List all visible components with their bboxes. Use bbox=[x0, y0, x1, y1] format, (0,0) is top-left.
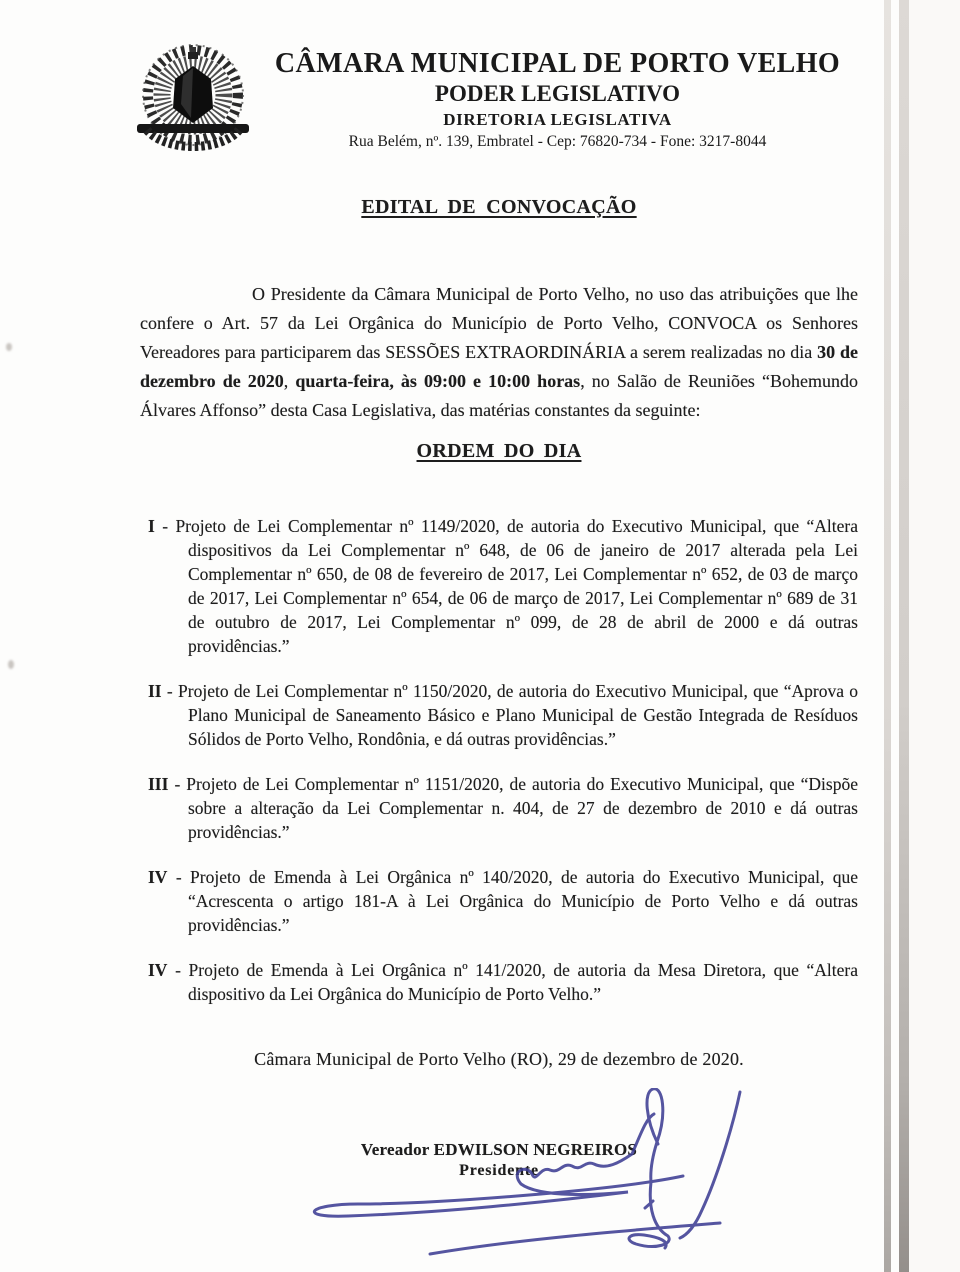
item-text: Projeto de Emenda à Lei Orgânica nº 140/2020, de autoria do Executivo Municipal, que “Acrescenta o artigo 181-A à Lei Orgânica do Município de Porto Velho e dá outras providências.” bbox=[188, 867, 858, 935]
intro-text: O Presidente da Câmara Municipal de Porto Velho, no uso das atribuições que lhe confere o Art. 57 da Lei Orgânica do Município de Porto Velho, CONVOCA os Senhores Vereadores para participarem das SESSÕES EXTRAORDINÁRIA a serem realizadas no dia bbox=[140, 284, 858, 362]
signature-block bbox=[140, 1140, 858, 1182]
agenda-item-1 bbox=[148, 514, 858, 658]
org-address: Rua Belém, nº. 139, Embratel - Cep: 76820-734 - Fone: 3217-8044 bbox=[348, 133, 767, 150]
scan-speck bbox=[6, 343, 12, 351]
agenda-item-5 bbox=[148, 958, 858, 1006]
agenda-item-2 bbox=[148, 679, 858, 751]
document-title: EDITAL DE CONVOCAÇÃO bbox=[361, 196, 637, 218]
agenda-item-3 bbox=[148, 772, 858, 844]
intro-text: , no Salão de Reuniões “Bohemundo Álvares Affonso” desta Casa Legislativa, das matérias constantes da seguinte: bbox=[140, 371, 858, 420]
item-numeral: II bbox=[148, 681, 162, 701]
scan-edge-margin bbox=[908, 0, 960, 1272]
intro-text: , bbox=[283, 371, 296, 391]
document-body bbox=[140, 196, 858, 1182]
item-text: Projeto de Lei Complementar nº 1150/2020, de autoria do Executivo Municipal, que “Aprova o Plano Municipal de Saneamento Básico e Plano Municipal de Gestão Integrada de Resíduos Sólidos de Porto Velho, Rondônia, e dá outras providências.” bbox=[178, 681, 859, 749]
scan-edge-line-left bbox=[884, 0, 891, 1272]
item-text: Projeto de Lei Complementar nº 1151/2020, de autoria do Executivo Municipal, que “Dispõe sobre a alteração da Lei Complementar n. 404, de 27 de dezembro de 2010 e dá outras providências.” bbox=[186, 774, 858, 842]
item-numeral: III bbox=[148, 774, 169, 794]
intro-date-bold: 30 de dezembro de 2020 bbox=[140, 342, 859, 391]
place-date-line: Câmara Municipal de Porto Velho (RO), 29 de dezembro de 2020. bbox=[254, 1049, 744, 1069]
item-separator: - bbox=[167, 960, 189, 980]
agenda-title: ORDEM DO DIA bbox=[416, 440, 582, 462]
item-separator: - bbox=[167, 867, 191, 887]
scan-edge-line-right bbox=[899, 0, 909, 1272]
item-separator: - bbox=[161, 681, 179, 701]
item-separator: - bbox=[168, 774, 187, 794]
item-numeral: IV bbox=[148, 867, 168, 887]
item-text: Projeto de Emenda à Lei Orgânica nº 141/2020, de autoria da Mesa Diretora, que “Altera dispositivo da Lei Orgânica do Município de Porto Velho.” bbox=[188, 960, 859, 1004]
intro-paragraph bbox=[140, 280, 858, 425]
org-name: CÂMARA MUNICIPAL DE PORTO VELHO bbox=[274, 48, 841, 79]
item-text: Projeto de Lei Complementar nº 1149/2020, de autoria do Executivo Municipal, que “Altera dispositivos da Lei Complementar nº 648, de 06 de janeiro de 2017 alterada pela Lei Complementar nº 650, de 08 de fevereiro de 2017, Lei Complementar nº 652, de 03 de março de 2017, Lei Complementar nº 654, de 06 de março de 2017, Lei Complementar nº 689 de 31 de outubro de 2017, Lei Complementar nº 099, de 28 de abril de 2000 e dá outras providências.” bbox=[175, 516, 858, 656]
signer-name: Vereador EDWILSON NEGREIROS bbox=[360, 1140, 638, 1159]
scan-speck bbox=[8, 660, 14, 669]
org-branch: PODER LEGISLATIVO bbox=[434, 81, 681, 106]
item-separator: - bbox=[154, 516, 176, 536]
municipal-seal-icon bbox=[131, 38, 255, 160]
org-department: DIRETORIA LEGISLATIVA bbox=[443, 110, 672, 129]
item-numeral: I bbox=[148, 516, 155, 536]
agenda-item-4 bbox=[148, 865, 858, 937]
letterhead bbox=[255, 48, 860, 152]
item-numeral: IV bbox=[148, 960, 168, 980]
intro-time-bold: quarta-feira, às 09:00 e 10:00 horas bbox=[295, 371, 581, 391]
signer-role: Presidente bbox=[459, 1162, 539, 1179]
agenda-list bbox=[148, 514, 858, 1006]
